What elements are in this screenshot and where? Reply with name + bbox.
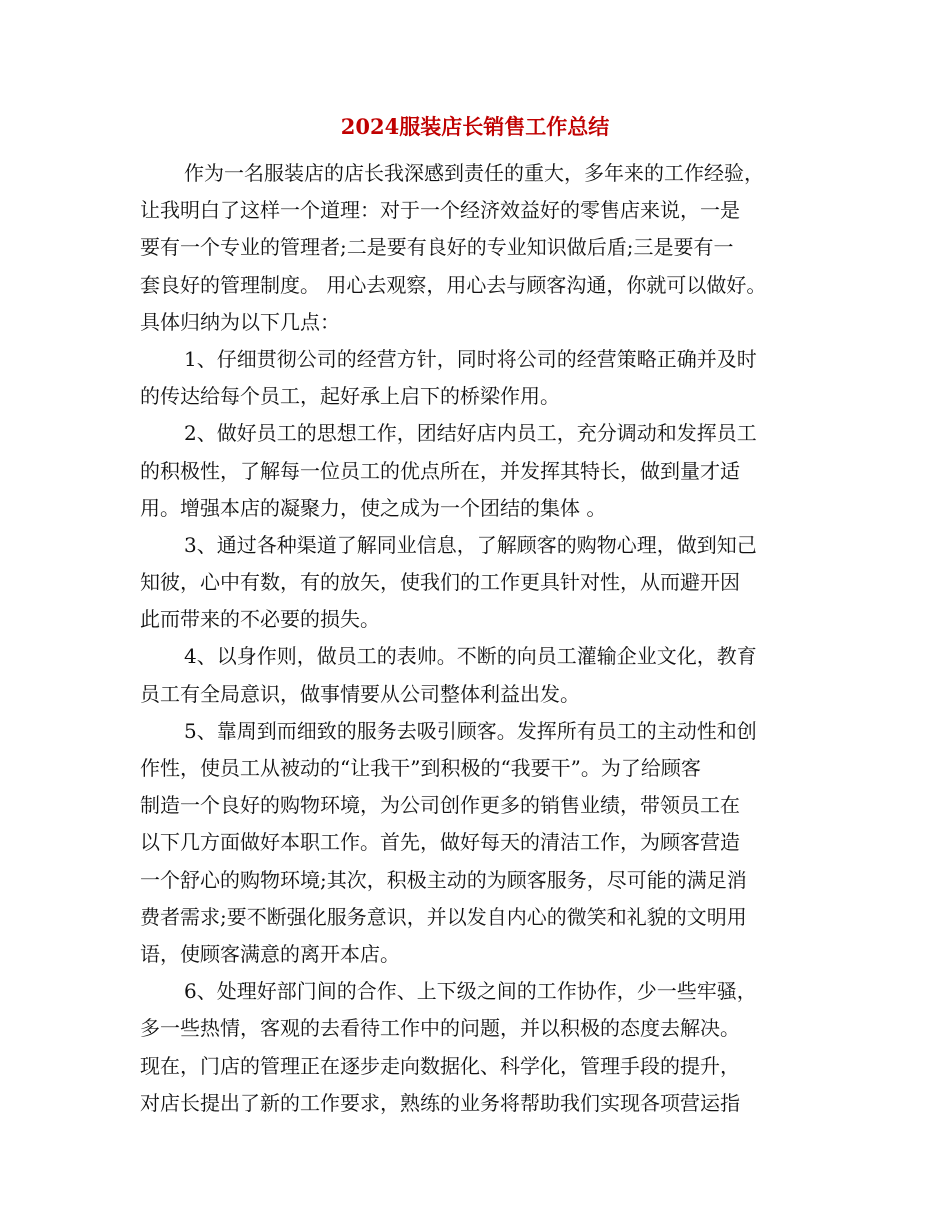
body-line: 2、做好员工的思想工作，团结好店内员工，充分调动和发挥员工 xyxy=(184,421,757,446)
body-line: 以下几方面做好本职工作。首先，做好每天的清洁工作，为顾客营造 xyxy=(140,830,740,855)
body-line: 员工有全局意识，做事情要从公司整体利益出发。 xyxy=(140,681,580,706)
body-line: 作为一名服装店的店长我深感到责任的重大，多年来的工作经验， xyxy=(184,161,764,185)
body-line: 6、处理好部门间的合作、上下级之间的工作协作，少一些牢骚， xyxy=(184,979,757,1004)
body-line: 作性，使员工从被动的“让我干”到积极的“我要干”。为了给顾客 xyxy=(140,756,701,780)
body-line: 的传达给每个员工，起好承上启下的桥梁作用。 xyxy=(140,384,560,409)
body-line: 具体归纳为以下几点： xyxy=(140,309,340,334)
body-line: 语，使顾客满意的离开本店。 xyxy=(140,941,400,966)
body-line: 用。增强本店的凝聚力，使之成为一个团结的集体 。 xyxy=(140,495,607,520)
body-line: 一个舒心的购物环境;其次，积极主动的为顾客服务，尽可能的满足消 xyxy=(140,867,747,892)
body-line: 套良好的管理制度。 用心去观察，用心去与顾客沟通，你就可以做好。 xyxy=(140,272,767,297)
body-line: 此而带来的不必要的损失。 xyxy=(140,607,380,632)
document-body xyxy=(140,155,830,1122)
body-line: 1、仔细贯彻公司的经营方针，同时将公司的经营策略正确并及时 xyxy=(184,346,757,371)
body-line: 的积极性，了解每一位员工的优点所在，并发挥其特长，做到量才适 xyxy=(140,458,740,483)
body-line: 对店长提出了新的工作要求，熟练的业务将帮助我们实现各项营运指 xyxy=(140,1090,740,1115)
body-line: 费者需求;要不断强化服务意识，并以发自内心的微笑和礼貌的文明用 xyxy=(140,904,747,929)
body-line: 多一些热情，客观的去看待工作中的问题，并以积极的态度去解决。 xyxy=(140,1016,740,1041)
body-line: 4、以身作则，做员工的表帅。不断的向员工灌输企业文化，教育 xyxy=(184,644,757,669)
body-line: 要有一个专业的管理者;二是要有良好的专业知识做后盾;三是要有一 xyxy=(140,235,734,260)
body-line: 现在，门店的管理正在逐步走向数据化、科学化，管理手段的提升， xyxy=(140,1053,740,1078)
body-line: 知彼，心中有数，有的放矢，使我们的工作更具针对性，从而避开因 xyxy=(140,570,740,595)
body-line: 5、靠周到而细致的服务去吸引顾客。发挥所有员工的主动性和创 xyxy=(184,718,757,743)
document-title: 2024服装店长销售工作总结 xyxy=(340,114,610,139)
body-line: 让我明白了这样一个道理：对于一个经济效益好的零售店来说，一是 xyxy=(140,198,740,223)
body-line: 3、通过各种渠道了解同业信息，了解顾客的购物心理，做到知己 xyxy=(184,532,757,557)
body-line: 制造一个良好的购物环境，为公司创作更多的销售业绩，带领员工在 xyxy=(140,793,740,818)
